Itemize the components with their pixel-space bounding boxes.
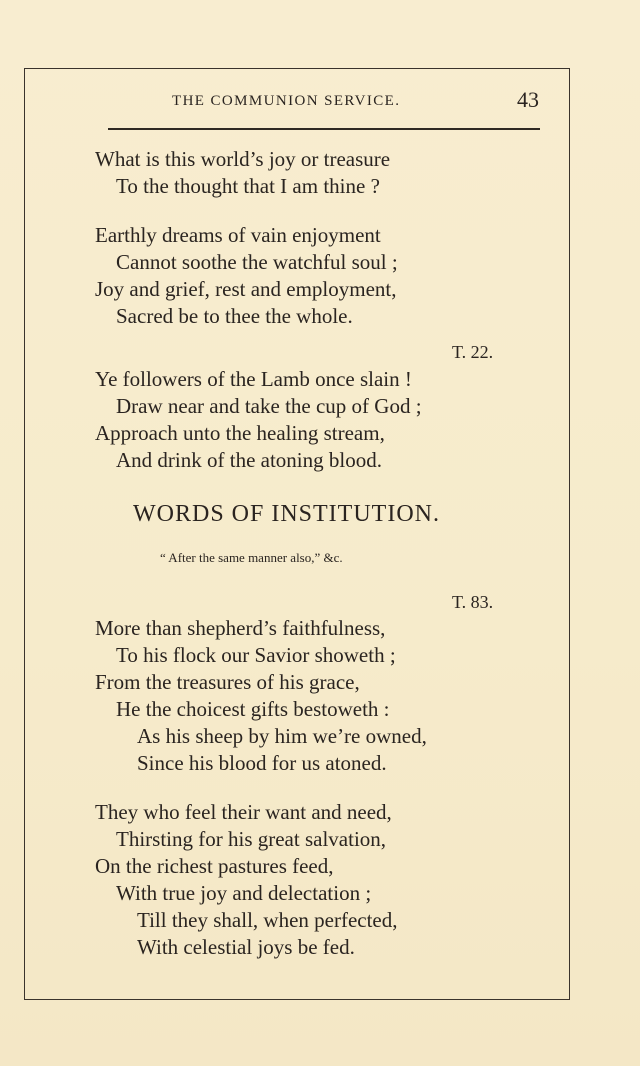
verse-line: And drink of the atoning blood. — [116, 448, 382, 472]
verse-line: Sacred be to thee the whole. — [116, 304, 353, 328]
verse-line: To his flock our Savior showeth ; — [116, 643, 396, 667]
running-head: THE COMMUNION SERVICE. — [172, 93, 401, 109]
verse-line: Approach unto the healing stream, — [95, 421, 385, 445]
verse-line: Ye followers of the Lamb once slain ! — [95, 367, 412, 391]
verse-line: Draw near and take the cup of God ; — [116, 394, 422, 418]
page-border-bottom — [24, 999, 570, 1000]
verse-line: To the thought that I am thine ? — [116, 174, 380, 198]
verse-line: With celestial joys be fed. — [137, 935, 355, 959]
tune-number: T. 22. — [452, 342, 494, 362]
verse-line: They who feel their want and need, — [95, 800, 392, 824]
verse-line: Joy and grief, rest and employment, — [95, 277, 397, 301]
verse-line: Cannot soothe the watchful soul ; — [116, 250, 398, 274]
header-rule — [108, 128, 540, 130]
section-title: WORDS OF INSTITUTION. — [133, 501, 440, 527]
page-border-right — [569, 68, 570, 1000]
verse-line: More than shepherd’s faithfulness, — [95, 616, 386, 640]
verse-line: Earthly dreams of vain enjoyment — [95, 223, 381, 247]
verse-line: On the richest pastures feed, — [95, 854, 334, 878]
verse-line: He the choicest gifts bestoweth : — [116, 697, 390, 721]
verse-line: As his sheep by him we’re owned, — [137, 724, 427, 748]
verse-line: What is this world’s joy or treasure — [95, 147, 391, 171]
verse-line: Till they shall, when perfected, — [137, 908, 398, 932]
verse-line: With true joy and delectation ; — [116, 881, 372, 905]
verse-line: Thirsting for his great salvation, — [116, 827, 387, 851]
page-border-top — [24, 68, 570, 69]
page-border-left — [24, 68, 25, 1000]
page-number: 43 — [517, 87, 539, 112]
tune-number: T. 83. — [452, 592, 494, 612]
verse-line: From the treasures of his grace, — [95, 670, 360, 694]
verse-line: Since his blood for us atoned. — [137, 751, 387, 775]
scripture-quote: “ After the same manner also,” &c. — [160, 550, 343, 565]
